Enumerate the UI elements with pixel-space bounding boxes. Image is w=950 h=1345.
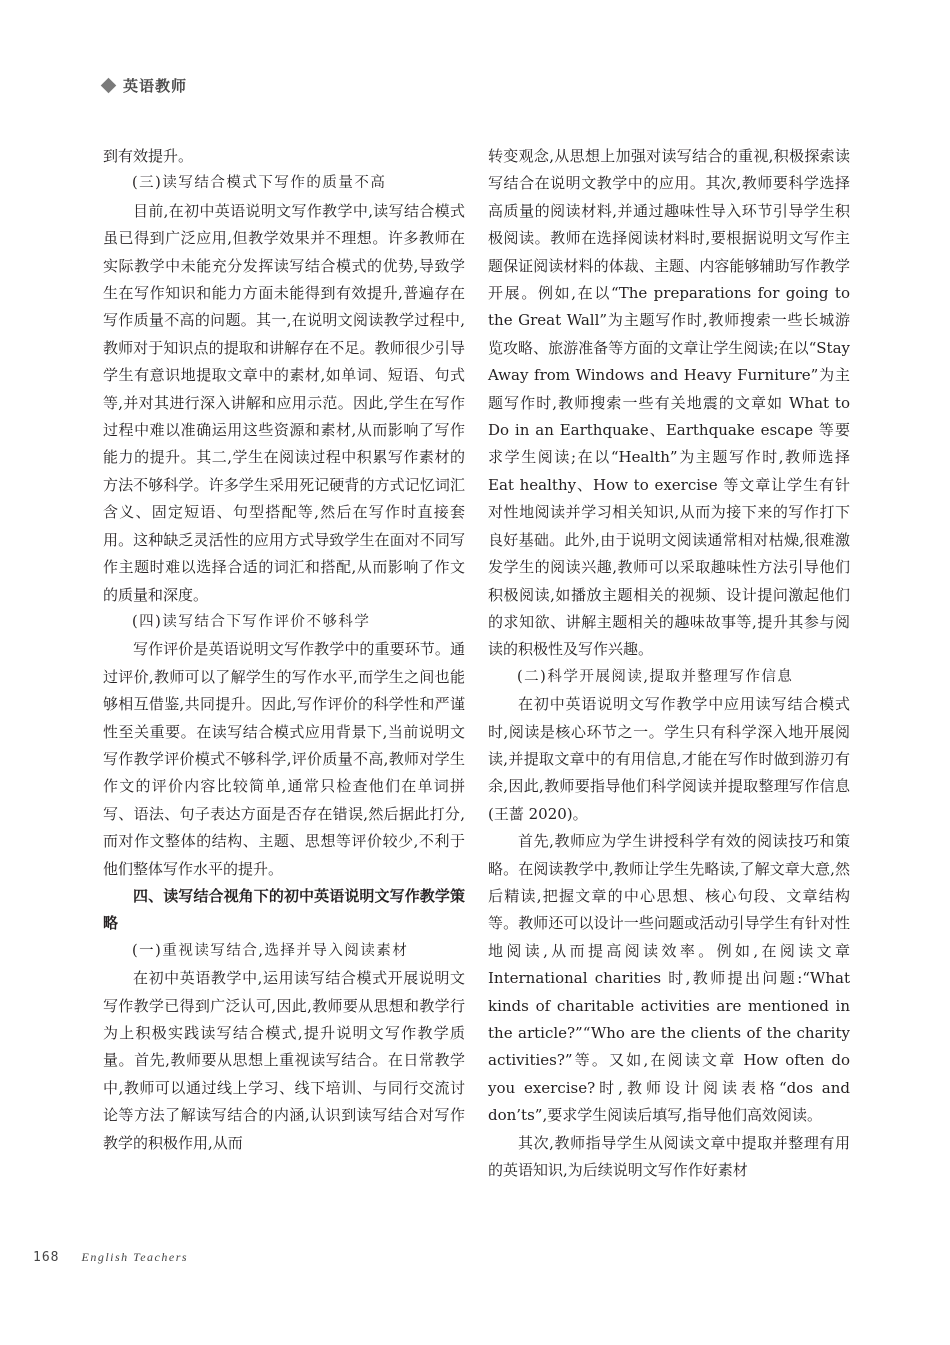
diamond-icon — [101, 78, 117, 94]
paragraph: 其次,教师指导学生从阅读文章中提取并整理有用的英语知识,为后续说明文写作作好素材 — [488, 1133, 850, 1180]
subsection-heading: (二)科学开展阅读,提取并整理写作信息 — [517, 668, 794, 685]
paragraph: 首先,教师应为学生讲授科学有效的阅读技巧和策略。在阅读教学中,教师让学生先略读,了解文章大意,然后精读,把握文章的中心思想、核心句段、文章结构等。教师还可以设计一些问题或活动引导学生有针对性地阅读,从而提高阅读效率。例如,在阅读文章 International charities 时,教师提出问题:“What kinds of charitable activities are mentioned in the article?”“Who are the clients of the charity activities?”等。又如,在阅读文章 How often do you exercise?时,教师设计阅读表格“dos and don’ts”,要求学生阅读后填写,指导他们高效阅读。 — [488, 832, 850, 1125]
subsection-heading: (一)重视读写结合,选择并导入阅读素材 — [132, 942, 409, 959]
page-footer — [33, 1250, 188, 1265]
section-heading: 四、读写结合视角下的初中英语说明文写作教学策略 — [103, 886, 465, 933]
paragraph: 到有效提升。 — [103, 147, 194, 165]
subsection-heading: (三)读写结合模式下写作的质量不高 — [132, 175, 387, 192]
journal-title: 英语教师 — [123, 77, 188, 95]
left-column — [103, 143, 465, 1157]
running-header — [103, 75, 187, 96]
right-column — [488, 143, 850, 1184]
paragraph: 写作评价是英语说明文写作教学中的重要环节。通过评价,教师可以了解学生的写作水平,而学生之间也能够相互借鉴,共同提升。因此,写作评价的科学性和严谨性至关重要。在读写结合模式应用背景下,当前说明文写作教学评价模式不够科学,评价质量不高,教师对学生作文的评价内容比较简单,通常只检查他们在单词拼写、语法、句子表达方面是否存在错误,然后据此打分,而对作文整体的结构、主题、思想等评价较少,不利于他们整体写作水平的提升。 — [103, 640, 465, 878]
paragraph: 在初中英语教学中,运用读写结合模式开展说明文写作教学已得到广泛认可,因此,教师要从思想和教学行为上积极实践读写结合模式,提升说明文写作教学质量。首先,教师要从思想上重视读写结合。在日常教学中,教师可以通过线上学习、线下培训、与同行交流讨论等方法了解读写结合的内涵,认识到读写结合对写作教学的积极作用,从而 — [103, 969, 465, 1152]
journal-name: English Teachers — [81, 1250, 189, 1264]
paragraph: 目前,在初中英语说明文写作教学中,读写结合模式虽已得到广泛应用,但教学效果并不理想。许多教师在实际教学中未能充分发挥读写结合模式的优势,导致学生在写作知识和能力方面未能得到有效提升,普遍存在写作质量不高的问题。其一,在说明文阅读教学过程中,教师对于知识点的提取和讲解存在不足。教师很少引导学生有意识地提取文章中的素材,如单词、短语、句式等,并对其进行深入讲解和应用示范。因此,学生在写作过程中难以准确运用这些资源和素材,从而影响了写作能力的提升。其二,学生在阅读过程中积累写作素材的方法不够科学。许多学生采用死记硬背的方式记忆词汇含义、固定短语、句型搭配等,然后在写作时直接套用。这种缺乏灵活性的应用方式导致学生在面对不同写作主题时难以选择合适的词汇和搭配,从而影响了作文的质量和深度。 — [103, 201, 465, 604]
paragraph: 转变观念,从思想上加强对读写结合的重视,积极探索读写结合在说明文教学中的应用。其次,教师要科学选择高质量的阅读材料,并通过趣味性导入环节引导学生积极阅读。教师在选择阅读材料时,要根据说明文写作主题保证阅读材料的体裁、主题、内容能够辅助写作教学开展。例如,在以“The preparations for going to the Great Wall”为主题写作时,教师搜索一些长城游览攻略、旅游准备等方面的文章让学生阅读;在以“Stay Away from Windows and Heavy Furniture”为主题写作时,教师搜索一些有关地震的文章如 What to Do in an Earthquake、Earthquake escape 等要求学生阅读;在以“Health”为主题写作时,教师选择 Eat healthy、How to exercise 等文章让学生有针对性地阅读并学习相关知识,从而为接下来的写作打下良好基础。此外,由于说明文阅读通常相对枯燥,很难激发学生的阅读兴趣,教师可以采取趣味性方法引导他们积极阅读,如播放主题相关的视频、设计提问激起他们的求知欲、讲解主题相关的趣味故事等,提升其参与阅读的积极性及写作兴趣。 — [488, 147, 850, 659]
paragraph: 在初中英语说明文写作教学中应用读写结合模式时,阅读是核心环节之一。学生只有科学深入地开展阅读,并提取文章中的有用信息,才能在写作时做到游刃有余,因此,教师要指导他们科学阅读并提取整理写作信息(王蔷 2020)。 — [488, 695, 850, 823]
page-number: 168 — [33, 1250, 60, 1265]
subsection-heading: (四)读写结合下写作评价不够科学 — [132, 613, 371, 630]
